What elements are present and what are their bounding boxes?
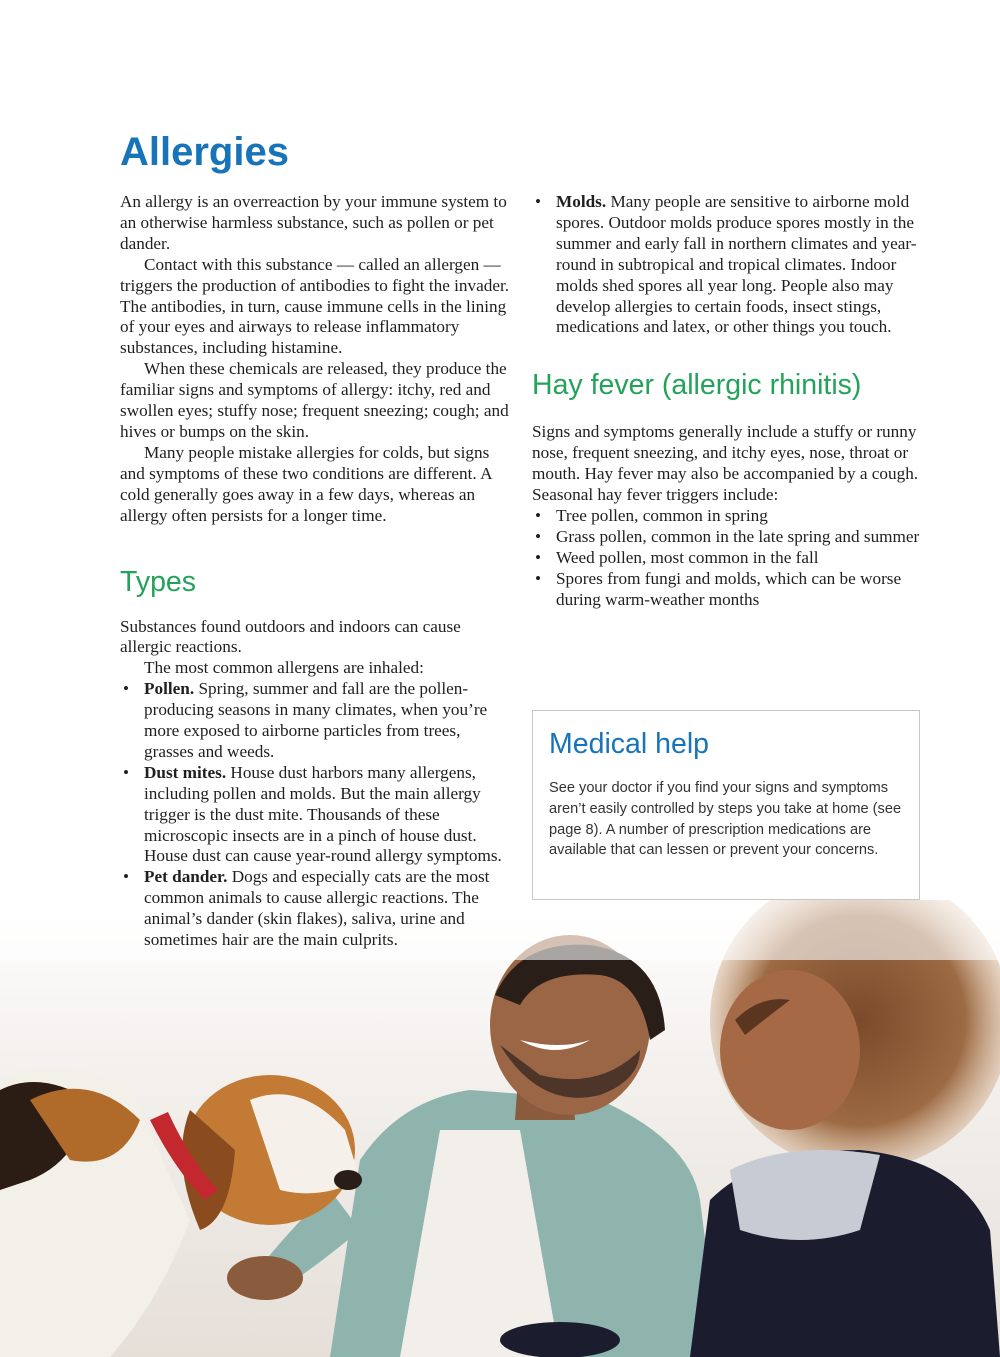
list-item-text: Grass pollen, common in the late spring and summer	[556, 526, 920, 546]
hay-fever-heading: Hay fever (allergic rhinitis)	[532, 369, 862, 402]
bullet: •	[535, 505, 542, 525]
bullet: •	[535, 547, 542, 567]
list-item-text: House dust harbors many allergens, including pollen and molds. But the main allergy trigger is the dust mite. Thousands of these microscopic insects are in a pinch of house dust. House dust can cause year-round allergy symptoms.	[144, 762, 502, 866]
list-item-text: Weed pollen, most common in the fall	[556, 547, 819, 567]
list-item	[120, 763, 512, 868]
list-item	[532, 527, 924, 548]
allergen-list-continued	[532, 192, 924, 338]
intro-paragraph: Contact with this substance — called an allergen — triggers the production of antibodies to fight the invader. The antibodies, in turn, cause immune cells in the lining of your eyes and airways to release inflammatory substances, including histamine.	[120, 254, 510, 358]
bullet: •	[123, 867, 130, 887]
family-with-dog-photo	[0, 900, 1000, 1357]
list-item	[120, 867, 512, 951]
intro-paragraph: Many people mistake allergies for colds, but signs and symptoms of these two conditions are different. A cold generally goes away in a few days, whereas an allergy often persists for a longer time.	[120, 442, 492, 525]
page-title: Allergies	[120, 130, 289, 174]
types-heading: Types	[120, 565, 197, 598]
list-item	[120, 679, 512, 763]
types-paragraph: The most common allergens are inhaled:	[144, 658, 424, 678]
list-item-term: Molds.	[556, 192, 607, 211]
types-paragraph: Substances found outdoors and indoors can cause allergic reactions.	[120, 616, 461, 657]
right-column	[532, 192, 924, 611]
bullet: •	[123, 762, 130, 782]
bullet: •	[535, 526, 542, 546]
list-item-term: Dust mites.	[144, 762, 227, 782]
list-item-term: Pet dander.	[144, 867, 228, 887]
intro-paragraph: An allergy is an overreaction by your immune system to an otherwise harmless substance, such as pollen or pet dander.	[120, 192, 507, 253]
list-item-text: Dogs and especially cats are the most common animals to cause allergic reactions. The animal’s dander (skin flakes), saliva, urine and sometimes hair are the main culprits.	[144, 867, 490, 950]
hay-fever-trigger-list	[532, 506, 924, 611]
list-item-text: Many people are sensitive to airborne mold spores. Outdoor molds produce spores mostly in the summer and early fall in northern climates and year-round in subtropical and tropical climates. Indoor molds shed spores all year long. People also may develop allergies to certain foods, insect stings, medications and latex, or other things you touch.	[556, 192, 917, 337]
list-item	[532, 569, 924, 611]
medical-help-text: See your doctor if you find your signs and symptoms aren’t easily controlled by steps you take at home (see page 8). A number of prescription medications are available that can lessen or prevent your concerns.	[549, 780, 902, 859]
bullet: •	[123, 679, 130, 699]
allergen-list	[120, 679, 512, 951]
list-item	[532, 548, 924, 569]
list-item-text: Tree pollen, common in spring	[556, 505, 768, 525]
list-item-text: Spring, summer and fall are the pollen-producing seasons in many climates, when you’re more exposed to airborne particles from trees, grasses and weeds.	[144, 679, 488, 761]
medical-help-heading: Medical help	[549, 728, 710, 760]
list-item	[532, 192, 924, 338]
medical-help-box	[532, 710, 920, 900]
bullet: •	[535, 568, 542, 588]
hay-fever-paragraph: Signs and symptoms generally include a stuffy or runny nose, frequent sneezing, and itchy eyes, nose, throat or mouth. Hay fever may also be accompanied by a cough. Seasonal hay fever triggers include:	[532, 422, 919, 505]
bullet: •	[535, 192, 542, 211]
left-column	[120, 192, 512, 951]
list-item-term: Pollen.	[144, 679, 195, 699]
intro-paragraph: When these chemicals are released, they produce the familiar signs and symptoms of allergy: itchy, red and swollen eyes; stuffy nose; frequent sneezing; cough; and hives or bumps on the skin.	[120, 359, 509, 441]
list-item-text: Spores from fungi and molds, which can be worse during warm-weather months	[556, 568, 902, 609]
list-item	[532, 506, 924, 527]
